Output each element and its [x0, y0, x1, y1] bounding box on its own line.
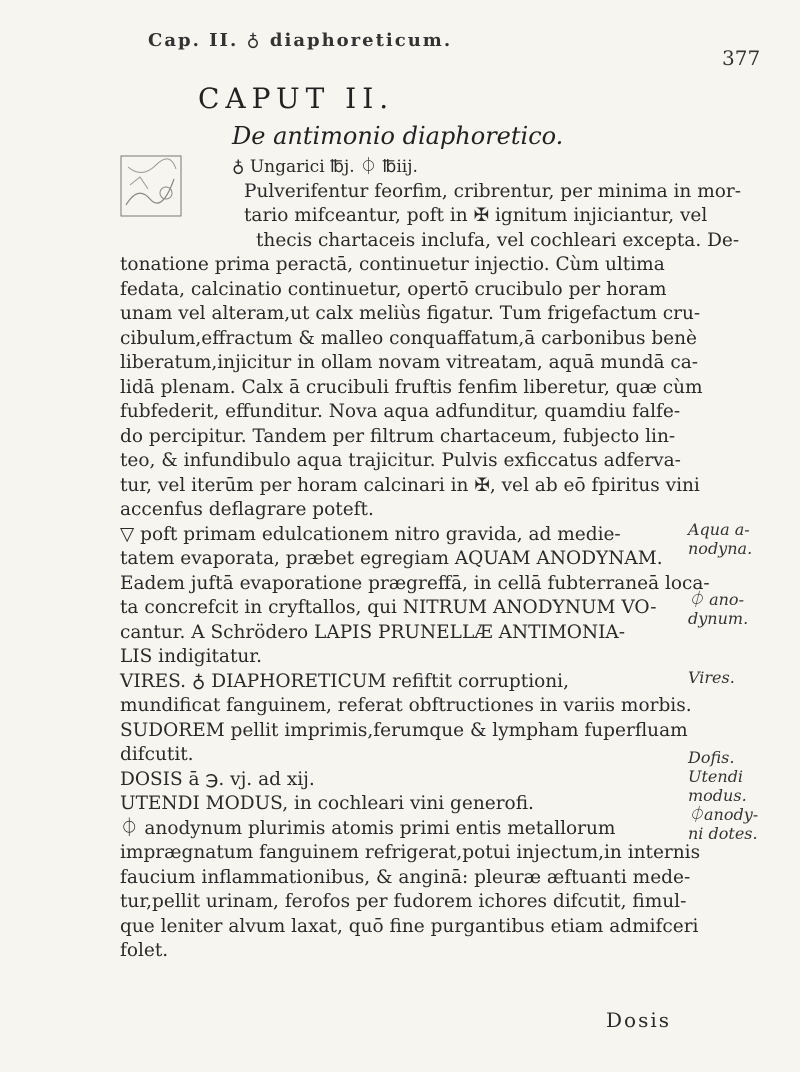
margin-note-text: Dofis.: [688, 748, 735, 767]
text-line: unam vel alteram,ut calx meliùs figatur. Tum frigefactum cru-: [120, 303, 701, 324]
text-line: ta concrefcit in cryftallos, qui NITRUM ANODYNUM VO-: [120, 597, 657, 618]
margin-note-text: Utendi: [688, 767, 744, 786]
text-line: accenfus deflagrare poteft.: [120, 499, 374, 520]
text-line: thecis chartaceis inclufa, vel cochleari excepta. De-: [256, 229, 740, 251]
margin-note-text: modus.: [688, 786, 747, 805]
text-line: LIS indigitatur.: [120, 646, 263, 667]
text-line: Pulverifentur feorfim, cribrentur, per minima in mor-: [244, 180, 741, 202]
text-line: ▽ poft primam edulcationem nitro gravida, ad medie-: [120, 523, 621, 545]
text-line: faucium inflammationibus, & anginā: pleuræ æftuanti mede-: [120, 866, 691, 888]
margin-note-text: ⏀anody-: [688, 805, 759, 824]
text-line: fedata, calcinatio continuetur, opertō crucibulo per horam: [120, 278, 667, 300]
text-line: tario mifceantur, poft in ✠ ignitum injiciantur, vel: [244, 205, 708, 226]
text-line: que leniter alvum laxat, quō fine purgantibus etiam admifceri: [120, 915, 699, 937]
margin-note-anodynum: [688, 590, 788, 628]
chapter-heading: CAPUT II.: [198, 82, 395, 115]
running-head: Cap. II. ♁ diaphoreticum.: [148, 30, 453, 51]
text-line: teo, & infundibulo aqua trajicitur. Pulvis exficcatus adferva-: [120, 450, 681, 471]
text-line: do percipitur. Tandem per filtrum chartaceum, fubjecto lin-: [120, 425, 676, 447]
margin-note-text: ⏀ ano-: [688, 590, 744, 609]
chapter-subtitle: De antimonio diaphoretico.: [232, 122, 564, 150]
margin-note-text: ni dotes.: [688, 824, 758, 843]
text-line: ⏀ anodynum plurimis atomis primi entis metallorum: [120, 817, 616, 839]
text-line: mundificat fanguinem, referat obftructiones in variis morbis.: [120, 695, 692, 716]
page-number: 377: [722, 46, 761, 70]
text-line: tur,pellit urinam, ferofos per fudorem ichores difcutit, fimul-: [120, 891, 687, 912]
text-line: imprægnatum fanguinem refrigerat,potui injectum,in internis: [120, 842, 701, 863]
catchword: Dosis: [606, 1008, 671, 1032]
ingredients-line: ♁ Ungarici ℔j. ⏀ ℔iij.: [232, 157, 418, 177]
text-line: DOSIS ā ℈. vj. ad xij.: [120, 768, 315, 790]
text-line: Eadem juftā evaporatione prægreffā, in cellā fubterraneā loca-: [120, 572, 710, 594]
text-line: tonatione prima peractā, continuetur injectio. Cùm ultima: [120, 254, 665, 275]
text-line: liberatum,injicitur in ollam novam vitreatam, aquā mundā ca-: [120, 352, 699, 373]
text-line: tatem evaporata, præbet egregiam AQUAM ANODYNAM.: [120, 548, 663, 569]
margin-note-text: Aqua a-: [688, 520, 750, 539]
margin-note-text: nodyna.: [688, 539, 753, 558]
margin-note-vires: Vires.: [688, 668, 735, 687]
text-line: UTENDI MODUS, in cochleari vini generofi.: [120, 793, 534, 814]
text-line: VIRES. ♁ DIAPHORETICUM refiftit corruptioni,: [120, 670, 569, 692]
text-line: cantur. A Schrödero LAPIS PRUNELLÆ ANTIMONIA-: [120, 621, 626, 643]
margin-note-text: dynum.: [688, 609, 749, 628]
text-line: lidā plenam. Calx ā crucibuli fruftis fenfim liberetur, quæ cùm: [120, 376, 703, 398]
text-line: tur, vel iterūm per horam calcinari in ✠, vel ab eō fpiritus vini: [120, 474, 700, 496]
text-line: fubfederit, effunditur. Nova aqua adfunditur, quamdiu falfe-: [120, 401, 681, 422]
text-line: SUDOREM pellit imprimis,ferumque & lympham fuperfluam: [120, 719, 688, 741]
margin-note-aqua: [688, 520, 788, 558]
text-line: difcutit.: [120, 744, 194, 765]
margin-note-dosis: [688, 748, 788, 843]
text-line: cibulum,effractum & malleo conquaffatum,ā carbonibus benè: [120, 327, 697, 349]
text-line: folet.: [120, 940, 169, 961]
